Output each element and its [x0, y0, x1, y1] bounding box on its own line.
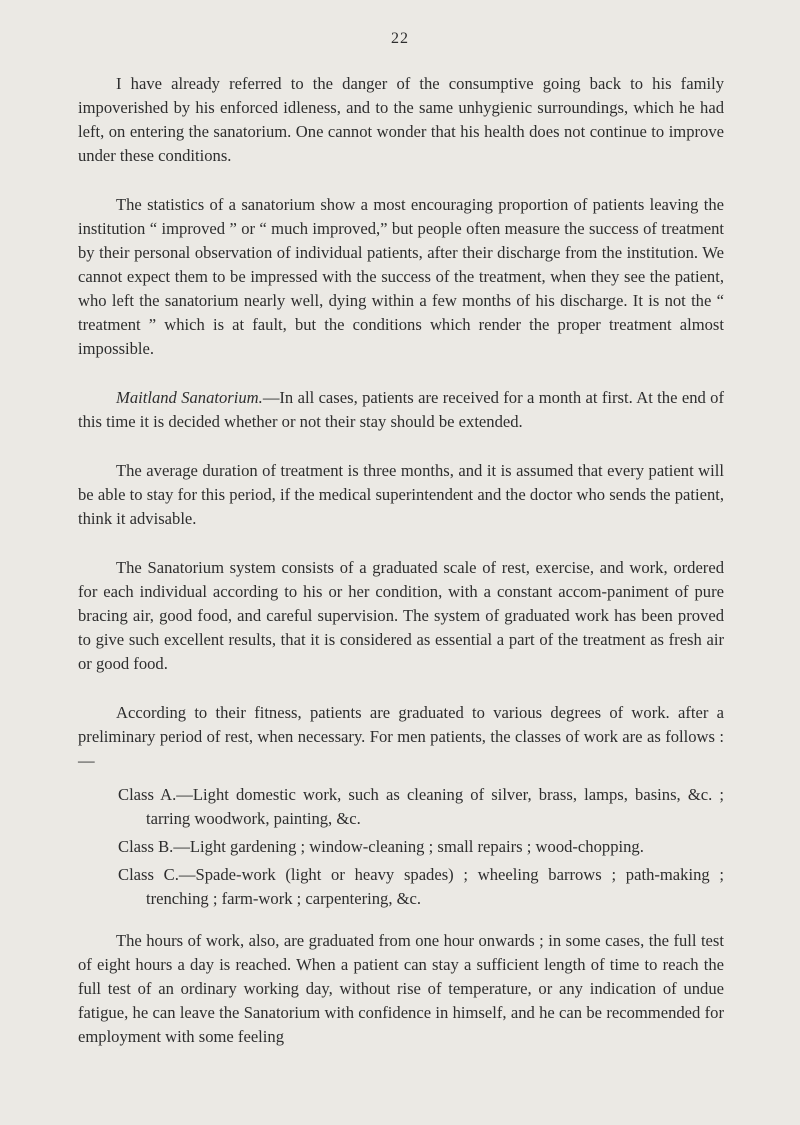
page-number: 22: [391, 30, 409, 47]
paragraph-sanatorium-statistics: The statistics of a sanatorium show a most encouraging proportion of patients leaving the institution “ improved ” or “ much improved,” but people often measure the success of treatment by their personal observation of individual patients, after their discharge from the institution. We cannot expect them to be impressed with the success of the treatment, when they see the patient, who left the sanatorium nearly well, dying within a few months of his discharge. It is not the “ treatment ” which is at fault, but the conditions which render the proper treatment almost impossible.: [78, 195, 724, 358]
paragraph-sanatorium-system: The Sanatorium system consists of a graduated scale of rest, exercise, and work, ordered for each individual according to his or her condition, with a constant accom-paniment of pure bracing air, good food, and careful supervision. The system of graduated work has been proved to give such excellent results, that it is considered as essential a part of the treatment as fresh air or good food.: [78, 558, 724, 673]
maitland-text: —In all cases, patients are received for a month at first. At the end of this time it is decided whether or not their stay should be extended.: [78, 388, 724, 431]
paragraph-hours-of-work: The hours of work, also, are graduated from one hour onwards ; in some cases, the full test of eight hours a day is reached. When a patient can stay a sufficient length of time to reach the full test of an ordinary working day, without rise of temperature, or any indication of undue fatigue, he can leave the Sanatorium with confidence in himself, and he can be recommended for employment with some feeling: [78, 931, 724, 1046]
paragraph-graduated-work: According to their fitness, patients are graduated to various degrees of work. after a preliminary period of rest, when necessary. For men patients, the classes of work are as follows :—: [78, 703, 724, 770]
work-class-b: Class B.—Light gardening ; window-cleaning ; small repairs ; wood-chopping.: [118, 837, 644, 856]
work-class-c: Class C.—Spade-work (light or heavy spades) ; wheeling barrows ; path-making ; trenching ; farm-work ; carpentering, &c.: [118, 865, 724, 908]
paragraph-average-duration: The average duration of treatment is three months, and it is assumed that every patient will be able to stay for this period, if the medical superintendent and the doctor who sends the patient, think it advisable.: [78, 461, 724, 528]
work-class-a: Class A.—Light domestic work, such as cleaning of silver, brass, lamps, basins, &c. ; tarring woodwork, painting, &c.: [118, 785, 724, 828]
work-classes-list: [78, 783, 724, 911]
paragraph-family-impoverished: I have already referred to the danger of the consumptive going back to his family impoverished by his enforced idleness, and to the same unhygienic surroundings, which he had left, on entering the sanatorium. One cannot wonder that his health does not continue to improve under these conditions.: [78, 74, 724, 165]
paragraph-maitland-sanatorium: [78, 386, 724, 434]
body-text: [78, 72, 724, 1074]
maitland-heading: Maitland Sanatorium.: [116, 388, 263, 407]
